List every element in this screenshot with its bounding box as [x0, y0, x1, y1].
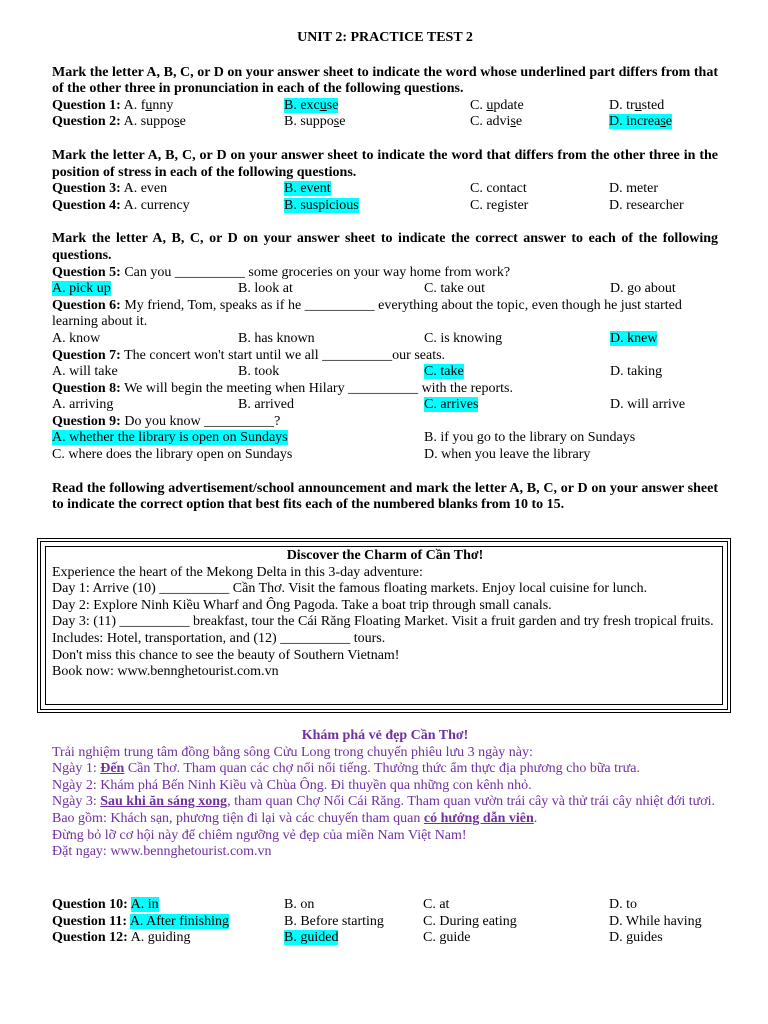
- translation-key-11: Sau khi ăn sáng xong: [100, 794, 228, 810]
- question-5-answer-a: A. pick up: [52, 281, 111, 297]
- question-1-answer-b: B. excuse: [284, 97, 339, 113]
- question-1-row: Question 1: A. funny B. excuse C. update D. trusted: [52, 97, 665, 113]
- question-8-stem: Question 8: We will begin the meeting when Hilary __________ with the reports.: [52, 380, 513, 396]
- question-3-row: Question 3: A. even B. event C. contact D. meter: [52, 181, 658, 197]
- section2-instruction: Mark the letter A, B, C, or D on your answer sheet to indicate the word that differs from the other three in the position of stress in each of the following questions.: [52, 147, 718, 180]
- question-6-answer-d: D. knew: [610, 330, 658, 346]
- question-9-answer-a: A. whether the library is open on Sundays: [52, 430, 288, 446]
- question-9-stem: Question 9: Do you know __________?: [52, 413, 281, 429]
- question-6-options: A. know B. has known C. is knowing D. knew: [52, 330, 658, 346]
- question-4-answer-b: B. suspicious: [284, 197, 359, 213]
- question-12-answer-b: B. guided: [284, 930, 339, 946]
- question-6-stem: Question 6: My friend, Tom, speaks as if he __________ everything about the topic, even though he just started learning about it.: [52, 297, 682, 330]
- translation-line: Ngày 3: Sau khi ăn sáng xong, tham quan Chợ Nổi Cái Răng. Tham quan vườn trái cây và thử trái cây nhiệt đới tươi.: [52, 794, 716, 810]
- translation-line: Đặt ngay: www.bennghetourist.com.vn: [52, 844, 272, 860]
- ad-line: Experience the heart of the Mekong Delta in this 3-day adventure:: [52, 564, 423, 580]
- question-9-options-ab: A. whether the library is open on Sundays B. if you go to the library on Sundays: [52, 430, 636, 446]
- question-12-row: Question 12: A. guiding B. guided C. guide D. guides: [52, 930, 663, 946]
- translation-line: Trải nghiệm trung tâm đồng bằng sông Cửu Long trong chuyến phiêu lưu 3 ngày này:: [52, 744, 533, 760]
- ad-line: Includes: Hotel, transportation, and (12) __________ tours.: [52, 630, 386, 646]
- ad-line: Day 1: Arrive (10) __________ Cần Thơ. Visit the famous floating markets. Enjoy local cuisine for lunch.: [52, 581, 648, 597]
- question-2-answer-d: D. increase: [609, 114, 672, 130]
- question-8-answer-c: C. arrives: [424, 397, 479, 413]
- translation-line: Ngày 1: Đến Cần Thơ. Tham quan các chợ nổi nổi tiếng. Thưởng thức ẩm thực địa phương cho bữa trưa.: [52, 761, 640, 777]
- question-7-options: A. will take B. took C. take D. taking: [52, 364, 663, 380]
- question-8-options: A. arriving B. arrived C. arrives D. will arrive: [52, 397, 686, 413]
- question-12-label: Question 12:: [52, 930, 128, 946]
- question-10-answer-a: A. in: [130, 897, 159, 912]
- question-9-options-cd: C. where does the library open on Sundays D. when you leave the library: [52, 447, 591, 463]
- question-4-row: Question 4: A. currency B. suspicious C. register D. researcher: [52, 197, 684, 213]
- translation-title: Khám phá vẻ đẹp Cần Thơ!: [301, 728, 469, 743]
- question-3-answer-b: B. event: [284, 181, 331, 197]
- question-10-row: Question 10: A. in B. on C. at D. to: [52, 897, 637, 912]
- advertisement-title: Discover the Charm of Cần Thơ!: [286, 548, 484, 563]
- ad-line: Day 2: Explore Ninh Kiều Wharf and Ông Pagoda. Take a boat trip through small canals.: [52, 597, 552, 613]
- advertisement-box: [52, 548, 718, 681]
- question-2-row: Question 2: A. suppose B. suppose C. advise D. increase: [52, 114, 672, 130]
- question-5-options: A. pick up B. look at C. take out D. go about: [52, 281, 676, 297]
- translation-line: Ngày 2: Khám phá Bến Ninh Kiều và Chùa Ông. Đi thuyền qua những con kênh nhỏ.: [52, 777, 532, 793]
- question-10-label: Question 10:: [52, 897, 128, 912]
- translation-key-12: có hướng dẫn viên: [423, 810, 534, 826]
- question-11-label: Question 11:: [52, 913, 128, 929]
- question-4-label: Question 4:: [52, 197, 121, 213]
- question-3-label: Question 3:: [52, 181, 121, 197]
- question-11-answer-a: A. After finishing: [129, 913, 229, 929]
- translation-key-10: Đến: [100, 761, 125, 777]
- translation-block: [52, 728, 718, 861]
- ad-line: Day 3: (11) __________ breakfast, tour the Cái Răng Floating Market. Visit a fruit garden and try fresh tropical fruits.: [52, 614, 714, 630]
- translation-line: Bao gồm: Khách sạn, phương tiện đi lại và các chuyến tham quan có hướng dẫn viên.: [52, 810, 538, 826]
- ad-line: Book now: www.bennghetourist.com.vn: [52, 664, 279, 680]
- answer-options-block: [52, 897, 718, 947]
- section3-instruction: Mark the letter A, B, C, or D on your answer sheet to indicate the correct answer to each of the following questions.: [52, 231, 718, 263]
- question-11-row: Question 11: A. After finishing B. Before starting C. During eating D. While having: [52, 913, 702, 929]
- section1-instruction: Mark the letter A, B, C, or D on your answer sheet to indicate the word whose underlined part differs from that of the other three in pronunciation in each of the following questions.: [52, 64, 718, 97]
- main-content: [52, 30, 718, 514]
- page-title: UNIT 2: PRACTICE TEST 2: [297, 30, 473, 45]
- ad-line: Don't miss this chance to see the beauty of Southern Vietnam!: [52, 647, 400, 663]
- question-7-stem: Question 7: The concert won't start until we all __________our seats.: [52, 347, 446, 363]
- translation-line: Đừng bỏ lỡ cơ hội này để chiêm ngưỡng vẻ đẹp của miền Nam Việt Nam!: [52, 827, 467, 843]
- question-7-answer-c: C. take: [424, 364, 464, 380]
- question-1-label: Question 1:: [52, 97, 121, 113]
- question-2-label: Question 2:: [52, 114, 121, 130]
- section4-instruction: Read the following advertisement/school announcement and mark the letter A, B, C, or D on your answer sheet to indicate the correct option that best fits each of the numbered blanks from 10 to 15.: [52, 480, 718, 513]
- question-5-stem: Question 5: Can you __________ some groceries on your way home from work?: [52, 264, 511, 280]
